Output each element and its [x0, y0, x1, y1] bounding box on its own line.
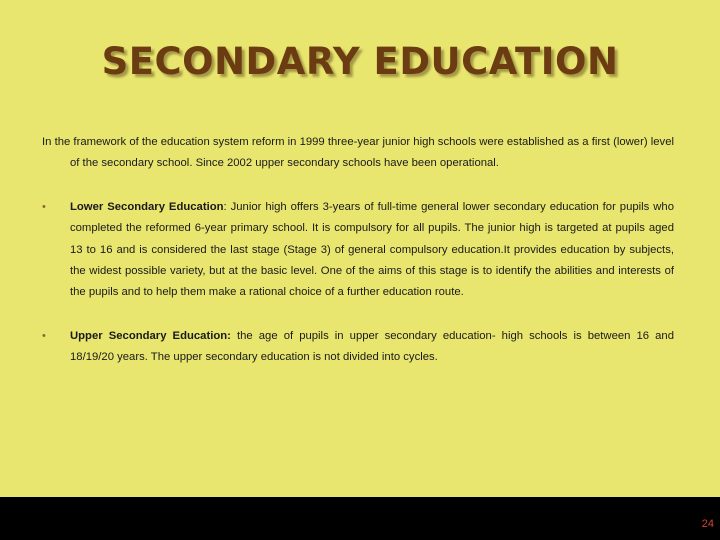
bullet-text: the age of pupils in upper secondary education- high schools is between 16 and 18/19/20 years. The upper secondary education is not divided into cycles.: [70, 329, 674, 364]
intro-paragraph: In the framework of the education system reform in 1999 three-year junior high schools were established as a first (lower) level of the secondary school. Since 2002 upper secondary schools have been operational.: [42, 136, 674, 170]
bullet-icon: •: [42, 329, 46, 342]
slide-body: [42, 132, 674, 369]
slide-title: SECONDARY EDUCATION: [101, 40, 619, 83]
page-number: 24: [701, 518, 714, 530]
footer-bar: [0, 497, 720, 540]
bullet-heading: Lower Secondary Education: [70, 200, 224, 213]
bullet-heading: Upper Secondary Education:: [70, 329, 231, 342]
bullet-item-upper-secondary: [42, 326, 674, 369]
bullet-item-lower-secondary: [42, 197, 674, 304]
bullet-icon: •: [42, 200, 46, 213]
bullet-text: : Junior high offers 3-years of full-time general lower secondary education for pupils who completed the reformed 6-year primary school. It is compulsory for all pupils. The junior high is targeted at pupils aged 13 to 16 and is considered the last stage (Stage 3) of general compulsory education.It provides education by subjects, the widest possible variety, but at the basic level. One of the aims of this stage is to identify the abilities and interests of the pupils and to help them make a rational choice of a further education route.: [70, 200, 674, 299]
